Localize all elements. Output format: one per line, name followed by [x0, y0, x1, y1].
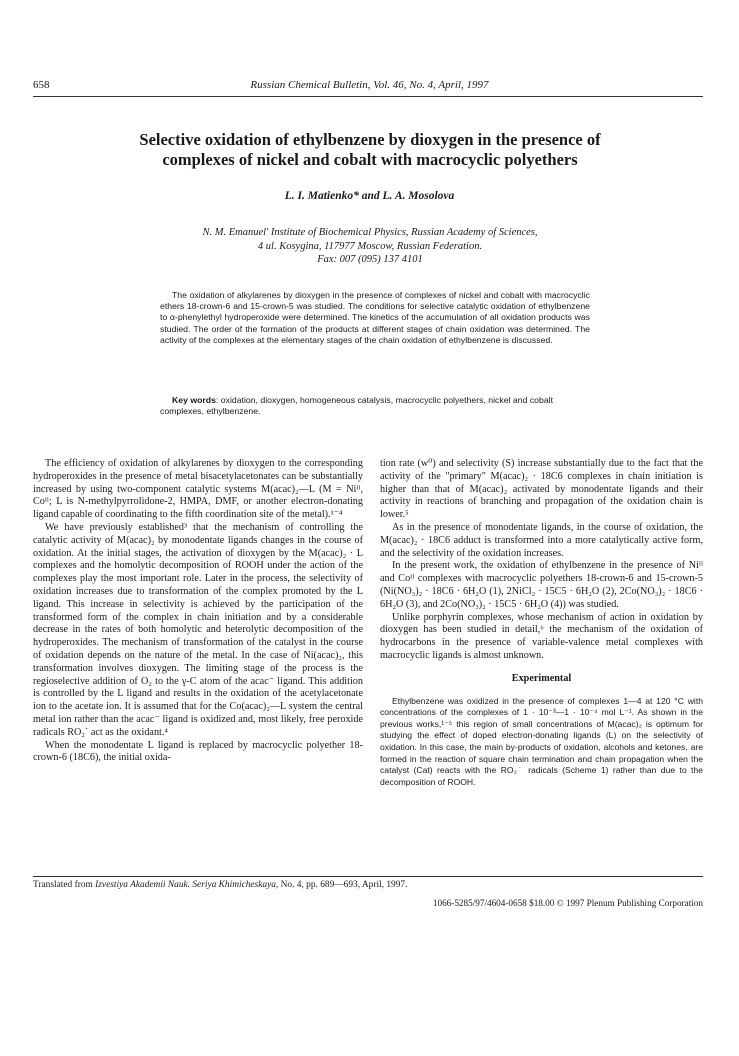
body-paragraph: tion rate (w⁰) and selectivity (S) increase substantially due to the fact that the activity of the "primary" M(acac)₂ · 18C6 complexes in chain initiation is higher than that of M(acac)₂ activated by monodentate ligands and their activity in reactions of branching and propagation of the oxidation chain is lower.⁵: [380, 458, 703, 521]
page-number: 658: [33, 79, 50, 91]
body-column-right: [380, 458, 703, 788]
body-paragraph: We have previously established³ that the mechanism of controlling the catalytic activity of M(acac)₂ by monodentate ligands changes in the course of oxidation. At the initial stages, the activation of dioxygen by the M(acac)₂ · L complexes and the homolytic decomposition of ROOH under the action of the complexes play the most important role. Later in the process, the selectivity of oxidation increases due to transformation of the complex promoted by the L ligand. This increase in selectivity is achieved by the participation of the transformed form of the complex in chain initiation and by a considerable decrease in the rates of both homolytic and heterolytic decomposition of the hydroperoxides. The mechanism of transformation of the catalyst in the course of oxidation depends on the nature of the metal. In the case of Ni(acac)₂, this transformation involves dioxygen. The limiting stage of the process is the regioselective addition of O₂ to the γ-C atom of the acac⁻ ligand. This addition is controlled by the L ligand and results in the oxidation of the acetylacetonate ion to the acetate ion. It is assumed that for the Co(acac)₂—L system the central metal ion rather than the acac⁻ ligand is oxidized and, most likely, free peroxide radicals RO₂˙ act as the oxidant.⁴: [33, 521, 363, 738]
article-title: [60, 130, 680, 170]
affiliation-line-1: N. M. Emanuel' Institute of Biochemical Physics, Russian Academy of Sciences,: [202, 227, 538, 238]
title-line-2: complexes of nickel and cobalt with macrocyclic polyethers: [162, 150, 578, 169]
body-paragraph: When the monodentate L ligand is replaced by macrocyclic polyether 18-crown-6 (18C6), the initial oxida-: [33, 739, 363, 764]
affiliation-line-2: 4 ul. Kosygina, 117977 Moscow, Russian Federation.: [257, 240, 483, 252]
running-header: Russian Chemical Bulletin, Vol. 46, No. 4, April, 1997: [250, 79, 489, 91]
copyright-line: 1066-5285/97/4604-0658 $18.00 © 1997 Plenum Publishing Corporation: [432, 898, 703, 908]
affiliation-fax: Fax: 007 (095) 137 4101: [317, 254, 423, 265]
keywords: [160, 395, 590, 417]
body-paragraph: As in the presence of monodentate ligands, in the course of oxidation, the M(acac)₂ · 18C6 adduct is transformed into a more catalytically active form, and the selectivity of the oxidation increases.: [380, 521, 703, 559]
experimental-heading: Experimental: [511, 672, 572, 684]
keywords-label: Key words: [172, 395, 216, 405]
authors: L. I. Matienko* and L. A. Mosolova: [284, 190, 455, 202]
experimental-paragraph: Ethylbenzene was oxidized in the presence of complexes 1—4 at 120 °C with concentrations of the complexes of 1 · 10⁻³—1 · 10⁻⁴ mol L⁻¹. As shown in the previous works,¹⁻⁵ this region of small concentrations of M(acac)₂ is optimum for studying the effect of doped electron-donating ligands (L) on the selectivity of oxidation. In this case, the main by-products of oxidation, alcohols and ketones, are formed in the reaction of square chain termination and chain propagation when the catalyst (Cat) reacts with the RO₂˙ radicals (Scheme 1) rather than due to the decomposition of ROOH.: [380, 695, 703, 787]
body-paragraph: In the present work, the oxidation of ethylbenzene in the presence of Niᴵᴵ and Coᴵᴵ complexes with macrocyclic polyethers 18-crown-6 and 15-crown-5 (Ni(NO₃)₂ · 18C6 · 6H₂O (1), 2NiCl₂ · 15C5 · 6H₂O (2), 2Co(NO₃)₂ · 18C6 · 6H₂O (3), and 2Co(NO₃)₂ · 15C5 · 6H₂O (4)) was studied.: [380, 560, 703, 610]
keywords-text: : oxidation, dioxygen, homogeneous catalysis, macrocyclic polyethers, nickel and cobalt complexes, ethylbenzene.: [160, 395, 553, 417]
source-journal: Izvestiya Akademii Nauk. Seriya Khimicheskaya,: [95, 880, 279, 890]
header-rule: [33, 96, 703, 97]
affiliation: [120, 226, 620, 267]
body-column-left: [33, 458, 363, 765]
body-paragraph: Unlike porphyrin complexes, whose mechanism of action in oxidation by dioxygen has been studied in detail,⁶ the mechanism of the oxidation of hydrocarbons in the presence of variable-valence metal complexes with macrocyclic ligands is almost unknown.: [380, 611, 703, 661]
footer-rule: [33, 876, 703, 877]
body-paragraph: The efficiency of oxidation of alkylarenes by dioxygen to the corresponding hydroperoxides in the presence of metal bisacetylacetonates can be substantially increased by using two-component catalytic systems M(acac)₂—L (M = Niᴵᴵ, Coᴵᴵ; L is N-methylpyrrolidone-2, HMPA, DMF, or another electron-donating ligand capable of coordinating to the fifth coordination site of the metal).¹⁻⁴: [33, 458, 363, 521]
translation-note: Translated from Izvestiya Akademii Nauk. Seriya Khimicheskaya, No. 4, pp. 689—693, April, 1997.: [33, 880, 408, 890]
title-line-1: Selective oxidation of ethylbenzene by dioxygen in the presence of: [139, 130, 601, 149]
abstract: The oxidation of alkylarenes by dioxygen in the presence of complexes of nickel and cobalt with macrocyclic ethers 18-crown-6 and 15-crown-5 was studied. The conditions for selective catalytic oxidation of ethylbenzene to α-phenylethyl hydroperoxide were determined. The kinetics of the accumulation of all oxidation products was studied. The order of the formation of the products at different stages of chain oxidation was determined. The activity of the complexes at the elementary stages of the chain oxidation of ethylbenzene is discussed.: [160, 290, 590, 345]
